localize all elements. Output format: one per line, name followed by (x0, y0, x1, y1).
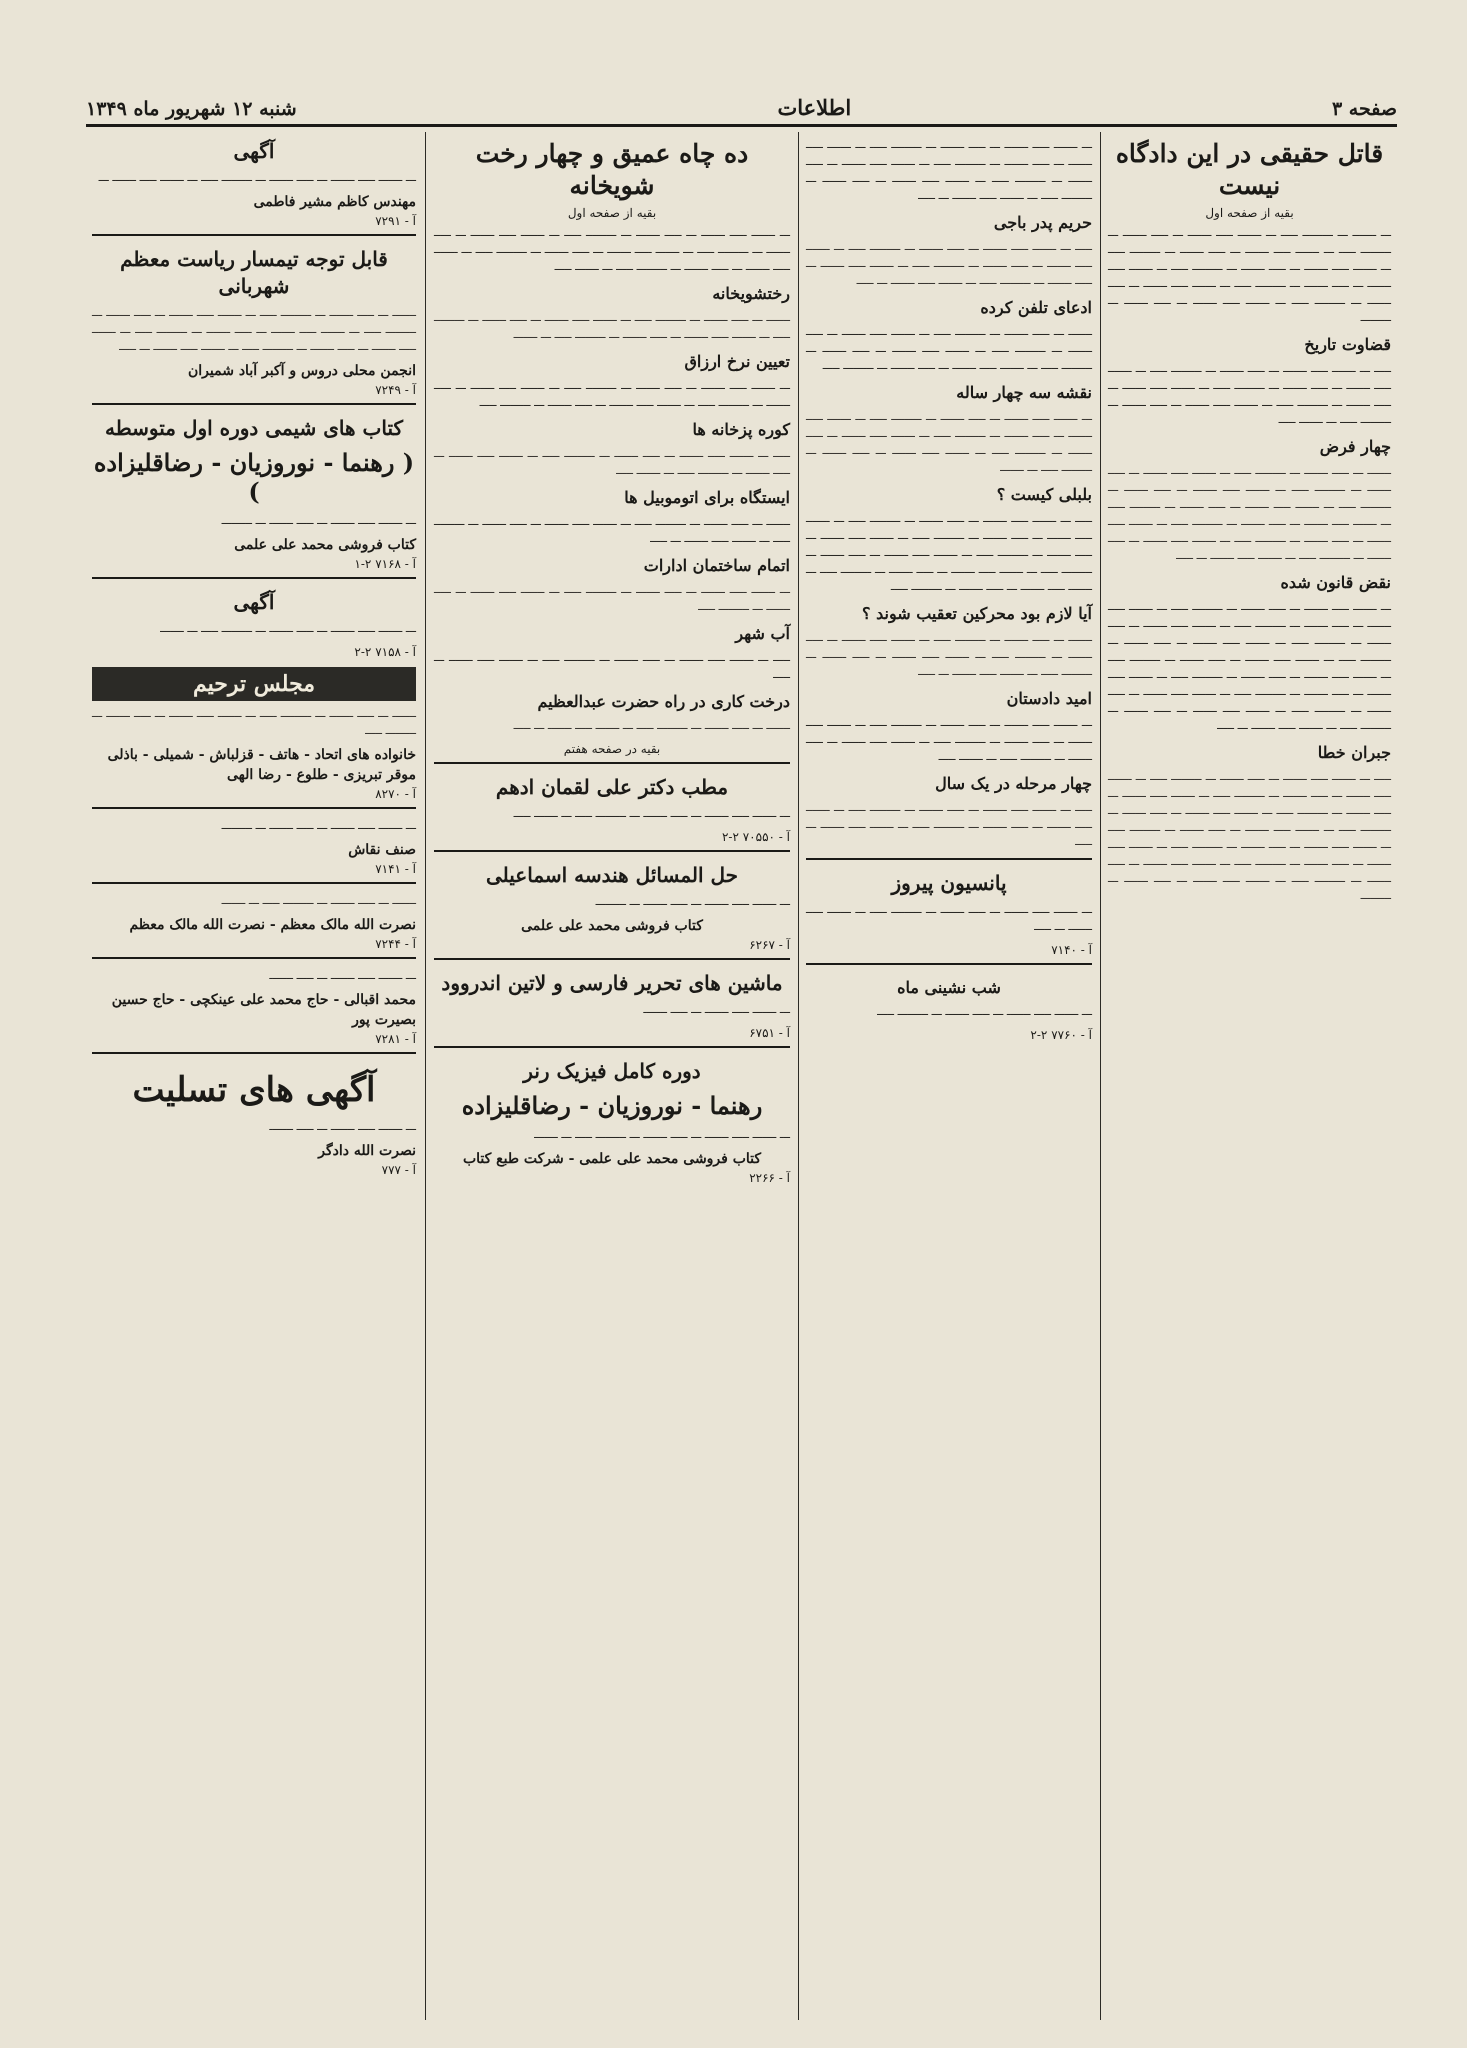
subhead: ایستگاه برای اتوموبیل ها (624, 488, 790, 507)
memorial-band: مجلس ترحیم (92, 667, 416, 701)
ad-code: آ - ۷۰۵۵۰ ۲-۲ (721, 830, 790, 844)
ad-body: ـــ ـــــــ ـــــ ـــــــ ـــ ـــــ ـــــــ ـــ ـــــــــ ـــــ (877, 1004, 1092, 1018)
ad-body: ـــ ـــــــ ـــــ ـــــــ ـــ ـــــ ـــــــ ـــ ـــــــــ (221, 818, 416, 832)
ad-party (806, 963, 1092, 1042)
ad-code: آ - ۶۷۵۱ (749, 1026, 790, 1040)
article-body: ـــ ـــــــ ـــــ ـــــــ ـــ ـــــ ـــــــ ـــ ـــــــــ ـــــ ـــ ـــــــ ـــــ ـــــــ ـــ ـــــ ـــــــ ـــ ـــــــــ ـــــ ـــ ـــــــ ـــــ ـــــــ ـــ ـــــ ـــــــ ـــ ـــــــــ ـــــ ـــ ـــــــ ـــــ ـــــــ ـــ ـــــ ـــــــ ـــ ـــــــــ ـــــ ـــ ـــــــ (806, 409, 1092, 474)
ad-body: ـــ ـــــــ ـــــ ـــــــ ـــ ـــــ ـــــــ (269, 1119, 416, 1133)
ad-pansion (806, 858, 1092, 957)
article-body: ـــــــ ـــ ـــــ ـــــــ ـــ ـــــــــ ـــــ ـــ ـــــــ ـــــ ـــــــ ـــ ـــــ ـــــــ ـــ ـــــــــ ـــــ ـــ ـــــــ ـــــ ـــــــ ـــ ـــــ ـــــــ ـــ ـــــــــ ـــــ ـــ ـــــــ ـــــ ـــــــ ـــ ـــــ (806, 630, 1092, 678)
article-body: ـــ ـــــــ ـــــ ـــــــ ـــ ـــــ ـــــــ ـــ ـــــــــ ـــــ ـــ ـــــــ ـــــ ـــــــ ـــ ـــــ ـــــــ ـــ ـــــــــ ـــــ ـــ ـــــــ ـــــ ـــــــ ـــ ـــــ ـــــــ ـــ ـــــــــ ـــــ (434, 378, 790, 409)
article-body: ـــ ـــــــ ـــــ ـــــــ ـــ ـــــ ـــــــ ـــ ـــــــــ ـــــ ـــ ـــــــ ـــــ ـــــــ ـــ ـــــ ـــــــ ـــ ـــــــــ ـــــ ـــ ـــــــ ـــــ ـــــــ ـــ ـــــ ـــــــ ـــ ـــــــــ ـــــ ـــ ـــــــ ـــــ ـــــــ ـــ ـــــ ـــــــ ـــ ـــــــــ ـــــ ـــ ـــــــ ـــــ (434, 225, 790, 273)
article-continuation-column (800, 132, 1098, 2020)
ad-signature: مهندس کاظم مشیر فاطمی (253, 194, 416, 210)
ad-title: قابل توجه تیمسار ریاست معظم شهربانی (120, 247, 388, 298)
ad-code: آ - ۷۷۷ (381, 1163, 416, 1177)
ad-code: آ - ۸۲۷۰ (375, 787, 416, 801)
ad-signature: کتاب فروشی محمد علی علمی - شرکت طبع کتاب (462, 1151, 762, 1167)
ad-notice-2 (92, 577, 416, 659)
date-line: شنبه ۱۲ شهریور ماه ۱۳۴۹ (86, 98, 297, 120)
ad-title: کتاب های شیمی دوره اول متوسطه (104, 416, 404, 440)
subhead: درخت کاری در راه حضرت عبدالعظیم (537, 692, 790, 711)
ad-code: آ - ۷۱۵۸ ۲-۲ (354, 645, 416, 659)
ad-body: ـــــــ ـــ ـــــ ـــــــ ـــ ـــــــــ ـــــ ـــ ـــــــ ـــــ ـــــــ ـــ ـــــ ـــــــ ـــ ـــــــــ ـــــ (92, 706, 416, 737)
ad-body: ـــ ـــــــ ـــــ ـــــــ ـــ ـــــ ـــــــ ـــ ـــــــــ ـــــ ـــ ـــــــ (534, 1127, 790, 1141)
ad-code: آ - ۷۲۴۹ (375, 383, 416, 397)
ad-body: ـــــــ ـــ ـــــ ـــــــ ـــ ـــــــــ ـــــ ـــ ـــــــ ـــــ ـــــــ ـــ ـــــ ـــــــ ـــ ـــــــــ ـــــ ـــ ـــــــ ـــــ ـــــــ ـــ ـــــ ـــــــ ـــ ـــــــــ ـــــ ـــ ـــــــ ـــــ ـــــــ ـــ ـــــ ـــــــ ـــ ـــــــــ ـــــ ـــ ـــــــ ـــــ ـــــــ ـــ ـــــ (92, 305, 416, 353)
continued-note: بقیه از صفحه اول (567, 206, 657, 220)
article-headline: قاتل حقیقی در این دادگاه نیست (1115, 139, 1384, 200)
subhead: آب شهر (735, 624, 790, 643)
ad-typewriters (434, 958, 790, 1040)
ad-title: ماشین های تحریر فارسی و لاتین اندروود (441, 971, 783, 995)
ad-signature: کتاب فروشی محمد علی علمی (234, 537, 416, 553)
ad-body: ـــ ـــــــ ـــــ ـــــــ ـــ ـــــ ـــــــ (643, 1002, 790, 1016)
ad-title: مطب دکتر علی لقمان ادهم (495, 775, 729, 799)
ad-title: پانسیون پیروز (891, 871, 1007, 895)
ad-chemistry-book (92, 403, 416, 571)
ad-memorial (92, 705, 416, 801)
subhead: رختشویخانه (712, 284, 790, 303)
subhead: ادعای تلفن کرده (980, 298, 1092, 317)
article-body: ـــــ ـــ ـــــــ ـــــ ـــــــ ـــ ـــــ ـــــــ ـــ ـــــــــ ـــــ ـــ ـــــــ ـــــ ـــــــ ـــ ـــــ (434, 650, 790, 681)
subhead: حریم پدر باجی (993, 213, 1092, 232)
ad-authors: ( رهنما - نوروزیان - رضاقلیزاده ) (93, 448, 415, 506)
article-body: ـــــــ ـــ ـــــ ـــــــ ـــ ـــــــــ ـــــ ـــ ـــــــ ـــــ ـــــــ ـــ ـــــ ـــــــ ـــ ـــــــــ ـــــ ـــ ـــــــ ـــــ ـــــــ ـــ ـــــ (434, 514, 790, 545)
ad-signature: بصیرت پور (352, 1012, 416, 1028)
ad-body: ـــ ـــــــ ـــــ ـــــــ ـــ ـــــ ـــــــ ـــ ـــــــــ ـــــ ـــ ـــــــ (160, 621, 416, 635)
ad-police-chief (92, 234, 416, 397)
ad-code: آ - ۷۲۸۱ (375, 1032, 416, 1046)
ad-code: آ - ۷۲۹۱ (375, 214, 416, 228)
ad-authors: رهنما - نوروزیان - رضاقلیزاده (461, 1091, 763, 1120)
ad-geometry-book (434, 850, 790, 952)
subhead: جبران خطا (1317, 743, 1391, 762)
article-body: ـــ ـــــــ ـــــ ـــــــ ـــ ـــــ ـــــــ ـــ ـــــــــ ـــــ ـــ ـــــــ ـــــ ـــــــ ـــ ـــــ ـــــــ ـــ ـــــــــ ـــــ ـــ ـــــــ ـــــ ـــــــ ـــ ـــــ ـــــــ ـــ ـــــــــ ـــــ ـــ ـــــــ ـــــ ـــــــ ـــ ـــــ ـــــــ ـــ ـــــــــ ـــــ ـــ ـــــــ ـــــ ـــــــ ـــ ـــــ ـــــــ ـــ ـــــــــ ـــــ ـــ ـــــــ ـــــ ـــــــ ـــ ـــــ ـــــــ ـــ ـــــــــ ـــــ ـــ ـــــــ ـــــ ـــــــ ـــ ـــــ ـــــــ ـــ ـــــــــ ـــــ ـــ ـــــــ ـــــ ـــــــ ـــ ـــــ ـــــــ ـــ ـــــــــ ـــــ ـــ ـــــــ ـــــ ـــــــ ـــ ـــــ ـــــــ ـــ ـــــــــ ـــــ ـــ ـــــــ ـــــ ـــــــ ـــ ـــــ (1108, 599, 1391, 732)
paper-name: اطلاعات (777, 95, 852, 120)
ad-condolences (92, 1052, 416, 1177)
ad-body: ـــ ـــــــ ـــــ ـــــــ ـــ ـــــ ـــــــ ـــ ـــــــــ ـــــ ـــ ـــــــ ـــــ ـــــــ ـــ ـــــ (806, 902, 1092, 933)
article-body: ـــــ ـــ ـــــــ ـــــ ـــــــ ـــ ـــــ ـــــــ ـــ ـــــــــ ـــــ ـــ ـــــــ ـــــ ـــــــ ـــ ـــــ ـــــــ ـــ ـــــــــ ـــــ ـــ ـــــــ ـــــ ـــــــ ـــ ـــــ ـــــــ ـــ ـــــــــ ـــــ ـــ ـــــــ ـــــ ـــــــ ـــ ـــــ ـــــــ ـــ ـــــــــ ـــــ ـــ ـــــــ ـــــ (1108, 361, 1391, 426)
ad-code: آ - ۷۱۴۰ (1051, 943, 1092, 957)
ad-code: آ - ۷۱۴۱ (375, 862, 416, 876)
ad-clinic (434, 762, 790, 844)
ad-signature: انجمن محلی دروس و آکبر آباد شمیران (188, 363, 416, 379)
article-body: ـــ ـــــــ ـــ ـــــــــ ـــــ ـــ ـــــــ ـــــ ـــــــ ـــ ـــــ ـــــــ ـــ ـــــــــ ـــــ ـــ ـــــــ ـــــ ـــــــ ـــ ـــــ ـــــــ ـــ ـــــــــ ـــــ ـــ ـــــــ ـــــ ـــــــ ـــ ـــــ ـــــــ ـــ ـــــــــ ـــــ ـــ ـــــــ ـــــ ـــــــ ـــ ـــــ ـــــــ ـــ ـــــــــ ـــــ ـــ ـــــــ ـــــ ـــــــ ـــ ـــــ ـــــــ ـــ ـــــــــ ـــــ ـــ ـــــــ ـــــ ـــــــ ـــ ـــــ ـــــــ ـــ ـــــــــ (1108, 225, 1391, 324)
column-rule (425, 132, 426, 2020)
article-wells-column (428, 132, 796, 2020)
ad-notice (92, 138, 416, 228)
ads-column (86, 132, 422, 2020)
ad-body: ـــ ـــــــ ـــــ ـــــــ ـــ ـــــ ـــــــ ـــ ـــــــــ ـــــ ـــ ـــــــ ـــــ (513, 806, 790, 820)
continued-note: بقیه در صفحه هفتم (563, 742, 661, 756)
subhead: کوره پزخانه ها (692, 420, 790, 439)
ad-title: دوره کامل فیزیک رنر (523, 1059, 701, 1083)
ad-code: آ - ۲۲۶۶ (749, 1171, 790, 1185)
subhead: آیا لازم بود محرکین تعقیب شوند ؟ (862, 604, 1092, 623)
article-body: ـــــــ ـــ ـــــ ـــــــ ـــ ـــــــــ ـــــ ـــ ـــــــ ـــــ ـــــــ ـــ ـــــ ـــــــ ـــ ـــــــــ ـــــ ـــ ـــــــ ـــــ ـــــــ ـــ ـــــ ـــــــ ـــ ـــــــــ ـــــ ـــ ـــــــ ـــــ ـــــــ ـــ ـــــ ـــــــ ـــ ـــــــــ ـــــ ـــ ـــــــ ـــــ ـــــــ ـــ ـــــ ـــــــ ـــ ـــــــــ ـــــ ـــ ـــــــ ـــــ ـــــــ ـــ ـــــ ـــــــ ـــ ـــــــــ ـــــ ـــ ـــــــ ـــــ ـــــــ ـــ ـــــ ـــــــ ـــ ـــــــــ ـــــ ـــ ـــــــ ـــــ ـــــــ ـــ ـــــ (1108, 463, 1391, 562)
ad-title: شب نشینی ماه (897, 978, 1001, 997)
ad-title: آگهی های تسلیت (132, 1070, 376, 1110)
page-label: صفحه ۳ (1331, 98, 1397, 120)
article-body: ـــــ ـــ ـــــــ ـــــ ـــــــ ـــ ـــــ ـــــــ ـــ ـــــــــ ـــــ ـــ ـــــــ ـــــ ـــــــ ـــ ـــــ ـــــــ ـــ ـــــــــ ـــــ ـــ ـــــــ ـــــ ـــــــ ـــ ـــــ (806, 800, 1092, 848)
article-headline: ده چاه عمیق و چهار رخت شویخانه (475, 139, 749, 200)
article-body: ـــ ـــــــ ـــــ ـــــــ ـــ ـــــ ـــــــ ـــ ـــــــــ ـــــ ـــ ـــــــ ـــــ ـــــــ ـــ ـــــ ـــــــ ـــ ـــــــــ ـــــ ـــ ـــــــ ـــــ ـــــــ ـــ ـــــ ـــــــ ـــ ـــــــــ ـــــ ـــ ـــــــ ـــــ (806, 715, 1092, 763)
ad-code: آ - ۷۷۶۰ ۲-۲ (1030, 1028, 1092, 1042)
article-body: ـــــ ـــ ـــــــ ـــــ ـــــــ ـــ ـــــ ـــــــ ـــ ـــــــــ ـــــ ـــ ـــــــ ـــــ ـــــــ ـــ ـــــ ـــــــ ـــ ـــــــــ ـــــ ـــ ـــــــ ـــــ (434, 446, 790, 477)
ad-body: ـــ ـــــــ ـــــ ـــــــ ـــ ـــــ ـــــــ (269, 968, 416, 982)
ad-signature: صنف نقاش (348, 842, 416, 858)
ad-signature: خانواده های اتحاد - هاتف - قزلباش - شمیلی - باذلی (107, 747, 416, 763)
ad-painters (92, 807, 416, 876)
ad-body: ـــــــ ـــ ـــــ ـــــــ ـــ ـــــــــ ـــــ ـــ ـــــــ (221, 893, 416, 907)
article-body: ـــــــ ـــ ـــــ ـــــــ ـــ ـــــــــ ـــــ ـــ ـــــــ ـــــ ـــــــ ـــ ـــــ (513, 718, 790, 732)
ad-title: آگهی (233, 139, 275, 163)
article-body: ـــــ ـــ ـــــــ ـــــ ـــــــ ـــ ـــــ ـــــــ ـــ ـــــــــ ـــــ ـــ ـــــــ ـــــ ـــــــ ـــ ـــــ ـــــــ ـــ ـــــــــ ـــــ ـــ ـــــــ ـــــ ـــــــ ـــ ـــــ ـــــــ ـــ ـــــــــ ـــــ ـــ ـــــــ ـــــ ـــــــ ـــ ـــــ ـــــــ ـــ ـــــــــ ـــــ ـــ ـــــــ ـــــ ـــــــ ـــ ـــــ ـــــــ ـــ ـــــــــ ـــــ ـــ ـــــــ ـــــ ـــــــ ـــ ـــــ ـــــــ ـــ ـــــــــ ـــــ (806, 511, 1092, 593)
subhead: امید دادستان (1006, 689, 1092, 708)
ad-signature: محمد اقبالی - حاج محمد علی عینکچی - حاج حسین (111, 992, 416, 1008)
ad-code: آ - ۷۲۴۴ (375, 937, 416, 951)
article-body: ـــــــ ـــ ـــــ ـــــــ ـــ ـــــــــ ـــــ ـــ ـــــــ ـــــ ـــــــ ـــ ـــــ ـــــــ ـــ ـــــــــ ـــــ ـــ ـــــــ ـــــ ـــــــ ـــ ـــــ ـــــــ ـــ ـــــــــ ـــــ ـــ ـــــــ (434, 310, 790, 341)
ad-code: آ - ۶۲۶۷ (749, 938, 790, 952)
article-body: ـــــــ ـــ ـــــ ـــــــ ـــ ـــــــــ ـــــ ـــ ـــــــ ـــــ ـــــــ ـــ ـــــ ـــــــ ـــ ـــــــــ ـــــ ـــ ـــــــ ـــــ ـــــــ ـــ ـــــ ـــــــ ـــ ـــــــــ ـــــ ـــ ـــــــ ـــــ ـــــــ ـــ ـــــ ـــــــ ـــ ـــــــــ ـــــ (806, 324, 1092, 372)
subhead: نقشه سه چهار ساله (956, 383, 1092, 402)
subhead: بلبلی کیست ؟ (996, 485, 1092, 504)
ad-body: ـــ ـــــــ ـــــ ـــــــ ـــ ـــــ ـــــــ ـــ ـــــــــ (221, 513, 416, 527)
ad-physics-book (434, 1046, 790, 1185)
ad-anniversary-2 (92, 957, 416, 1046)
article-body: ـــ ـــــــ ـــــ ـــــــ ـــ ـــــ ـــــــ ـــ ـــــــــ ـــــ ـــ ـــــــ ـــــ ـــــــ ـــ ـــــ ـــــــ ـــ ـــــــــ ـــــ (434, 582, 790, 613)
subhead: تعیین نرخ ارزاق (684, 352, 790, 371)
article-body: ـــــ ـــ ـــــــ ـــــ ـــــــ ـــ ـــــ ـــــــ ـــ ـــــــــ ـــــ ـــ ـــــــ ـــــ ـــــــ ـــ ـــــ ـــــــ ـــ ـــــــــ ـــــ ـــ ـــــــ ـــــ ـــــــ ـــ ـــــ ـــــــ ـــ ـــــــــ ـــــ ـــ ـــــــ ـــــ ـــــــ ـــ ـــــ ـــــــ ـــ ـــــــــ ـــــ ـــ ـــــــ ـــــ ـــــــ ـــ ـــــ ـــــــ ـــ ـــــــــ ـــــ ـــ ـــــــ ـــــ ـــــــ ـــ ـــــ ـــــــ ـــ ـــــــــ ـــــ ـــ ـــــــ ـــــ ـــــــ ـــ ـــــ ـــــــ ـــ ـــــــــ ـــــ ـــ ـــــــ ـــــ ـــــــ ـــ ـــــ ـــــــ ـــ ـــــــــ ـــــ ـــ ـــــــ ـــــ ـــــــ ـــ ـــــ ـــــــ ـــ ـــــــــ (1108, 769, 1391, 902)
ad-title: آگهی (233, 590, 275, 614)
subhead: چهار مرحله در یک سال (935, 774, 1092, 793)
subhead: اتمام ساختمان ادارات (643, 556, 790, 575)
ad-signature: کتاب فروشی محمد علی علمی (521, 918, 703, 934)
article-body: ـــــ ـــ ـــــــ ـــــ ـــــــ ـــ ـــــ ـــــــ ـــ ـــــــــ ـــــ ـــ ـــــــ ـــــ ـــــــ ـــ ـــــ ـــــــ ـــ ـــــــــ ـــــ ـــ ـــــــ ـــــ ـــــــ ـــ ـــــ ـــــــ ـــ ـــــــــ ـــــ ـــ ـــــــ ـــــ ـــــــ ـــ ـــــ (806, 239, 1092, 287)
ad-anniversary (92, 882, 416, 951)
ad-body: ـــ ـــــــ ـــــ ـــــــ ـــ ـــــ ـــــــ ـــ ـــــــــ (595, 894, 790, 908)
subhead: نقض قانون شده (1280, 573, 1391, 592)
ad-signature: نصرت الله دادگر (318, 1143, 416, 1159)
continued-note: بقیه از صفحه اول (1205, 206, 1294, 220)
ad-signature: نصرت الله مالک معظم - نصرت الله مالک معظم (129, 917, 416, 933)
ad-signature: موقر تبریزی - طلوع - رضا الهی (227, 767, 416, 783)
ad-code: آ - ۷۱۶۸ ۲-۱ (354, 557, 416, 571)
article-body: ـــ ـــــــ ـــــ ـــــــ ـــ ـــــ ـــــــ ـــ ـــــــــ ـــــ ـــ ـــــــ ـــــ ـــــــ ـــ ـــــ ـــــــ ـــ ـــــــــ ـــــ ـــ ـــــــ ـــــ ـــــــ ـــ ـــــ ـــــــ ـــ ـــــــــ ـــــ ـــ ـــــــ ـــــ ـــــــ ـــ ـــــ ـــــــ ـــ ـــــــــ ـــــ ـــ ـــــــ ـــــ ـــــــ ـــ ـــــ (806, 137, 1092, 202)
masthead (86, 92, 1397, 127)
column-rule (1100, 132, 1101, 2020)
subhead: قضاوت تاریخ (1304, 335, 1391, 354)
ad-body: ـــ ـــــــ ـــــ ـــــــ ـــ ـــــ ـــــــ ـــ ـــــــــ ـــــ ـــ ـــــــ ـــــ ـــــــ ـــ (98, 170, 416, 184)
article-killer-column (1102, 132, 1397, 2020)
ad-title: حل المسائل هندسه اسماعیلی (485, 863, 739, 887)
column-rule (798, 132, 799, 2020)
subhead: چهار فرض (1319, 437, 1391, 456)
